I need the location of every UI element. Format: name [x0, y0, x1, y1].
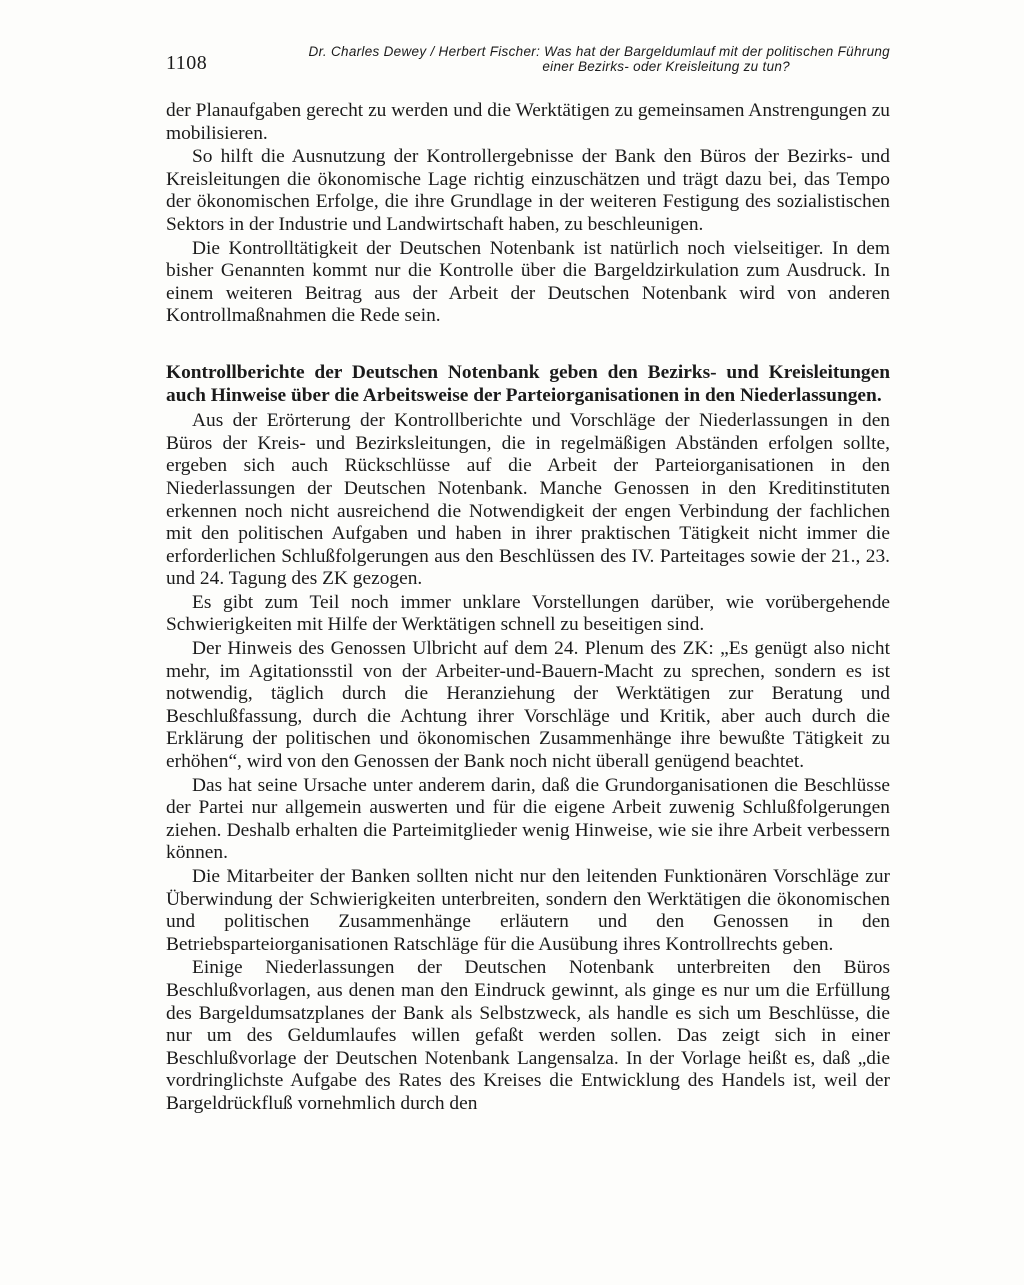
paragraph: Die Kontrolltätigkeit der Deutschen Notenbank ist natürlich noch vielseitiger. In dem bisher Genannten kommt nur die Kontrolle über die Bargeldzirkulation zum Ausdruck. In einem weiteren Beitrag aus der Arbeit der Deutschen Notenbank wird von anderen Kontrollmaßnahmen die Rede sein. — [166, 237, 890, 327]
section-heading: Kontrollberichte der Deutschen Notenbank geben den Bezirks- und Kreisleitungen auch Hinweise über die Arbeitsweise der Parteiorganisationen in den Niederlassungen. — [166, 361, 890, 406]
page-number: 1108 — [166, 52, 208, 74]
article-body — [166, 100, 890, 1116]
paragraph: Die Mitarbeiter der Banken sollten nicht nur den leitenden Funktionären Vorschläge zur Überwindung der Schwierigkeiten unterbreiten, sondern den Werktätigen die ökonomischen und politischen Zusammenhänge erläutern und den Genossen in den Betriebsparteiorganisationen Ratschläge für die Ausübung ihres Kontrollrechts geben. — [166, 866, 890, 955]
paragraph: Einige Niederlassungen der Deutschen Notenbank unterbreiten den Büros Beschlußvorlagen, aus denen man den Eindruck gewinnt, als ginge es nur um die Erfüllung des Bargeldumsatzplanes der Bank als Selbstzweck, als handle es sich um Beschlüsse, die nur um des Geldumlaufes willen gefaßt werden sollen. Das zeigt sich in einer Beschlußvorlage der Deutschen Notenbank Langensalza. In der Vorlage heißt es, daß „die vordringlichste Aufgabe des Rates des Kreises die Entwicklung des Handels ist, weil der Bargeldrückfluß vornehmlich durch den — [166, 957, 890, 1114]
running-head-line-2: einer Bezirks- oder Kreisleitung zu tun? — [542, 59, 790, 74]
page-header — [166, 44, 890, 80]
running-head — [256, 44, 890, 74]
paragraph: Aus der Erörterung der Kontrollberichte und Vorschläge der Niederlassungen in den Büros der Kreis- und Bezirksleitungen, die in regelmäßigen Abständen erfolgen sollte, ergeben sich auch Rückschlüsse auf die Arbeit der Parteiorganisationen in den Niederlassungen der Deutschen Notenbank. Manche Genossen in den Kreditinstituten erkennen noch nicht ausreichend die Notwendigkeit der engen Verbindung der fachlichen mit den politischen Aufgaben und haben in ihrer praktischen Tätigkeit nicht immer die erforderlichen Schlußfolgerungen aus den Beschlüssen des IV. Parteitages sowie der 21., 23. und 24. Tagung des ZK gezogen. — [166, 410, 890, 590]
paragraph: Das hat seine Ursache unter anderem darin, daß die Grundorganisationen die Beschlüsse der Partei nur allgemein auswerten und für die eigene Arbeit zuwenig Schlußfolgerungen ziehen. Deshalb erhalten die Parteimitglieder wenig Hinweise, wie sie ihre Arbeit verbessern können. — [166, 774, 890, 864]
paragraph: Der Hinweis des Genossen Ulbricht auf dem 24. Plenum des ZK: „Es genügt also nicht mehr, im Agitationsstil von der Arbeiter-und-Bauern-Macht zu sprechen, sondern es ist notwendig, täglich durch die Heranziehung der Werktätigen zur Beratung und Beschlußfassung, durch die Achtung ihrer Vorschläge und Kritik, aber auch durch die Erklärung der politischen und ökonomischen Zusammenhänge ihre bewußte Tätigkeit zu erhöhen“, wird von den Genossen der Bank noch nicht überall genügend beachtet. — [166, 638, 890, 773]
running-head-line-1: Dr. Charles Dewey / Herbert Fischer: Was hat der Bargeldumlauf mit der politischen Führung — [308, 44, 890, 59]
section-spacer — [166, 328, 890, 362]
paragraph: der Planaufgaben gerecht zu werden und die Werktätigen zu gemeinsamen Anstrengungen zu mobilisieren. — [166, 100, 890, 144]
paragraph: Es gibt zum Teil noch immer unklare Vorstellungen darüber, wie vorübergehende Schwierigkeiten mit Hilfe der Werktätigen schnell zu beseitigen sind. — [166, 591, 890, 636]
paragraph: So hilft die Ausnutzung der Kontrollergebnisse der Bank den Büros der Bezirks- und Kreisleitungen die ökonomische Lage richtig einzuschätzen und trägt dazu bei, das Tempo der ökonomischen Erfolge, die ihre Grundlage in der weiteren Festigung des sozialistischen Sektors in der Industrie und Landwirtschaft haben, zu beschleunigen. — [166, 146, 890, 235]
